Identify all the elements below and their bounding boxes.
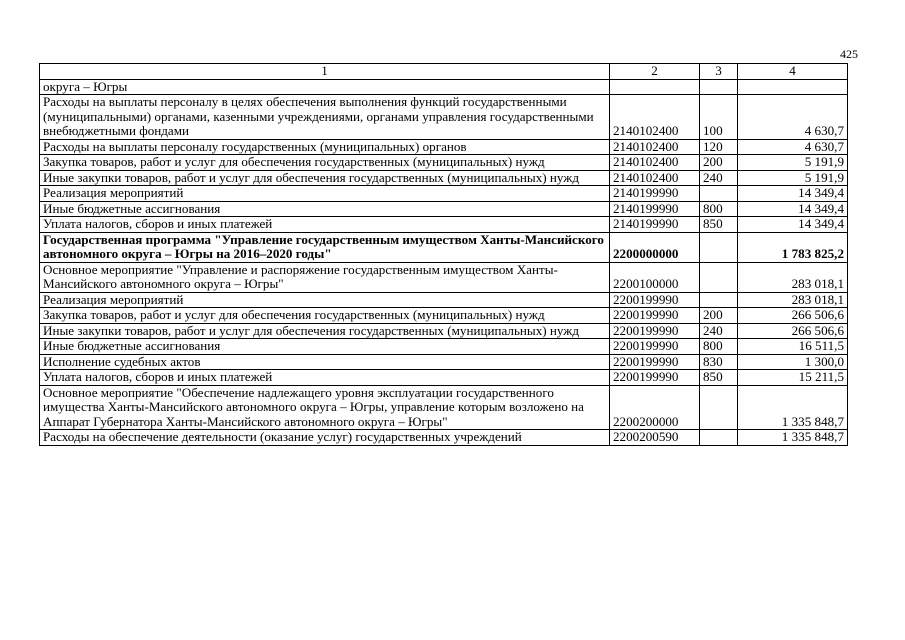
row-code-cell: 2140102400 <box>610 139 700 155</box>
row-amount-cell: 4 630,7 <box>738 139 848 155</box>
table-row <box>40 385 848 430</box>
row-name-cell: Расходы на выплаты персоналу в целях обеспечения выполнения функций государственными (муниципальными) органами, казенными учреждениями, органами управления государственными внебюджетными фондами <box>40 95 610 140</box>
row-expense-type-cell <box>700 430 738 446</box>
row-name-cell: Расходы на обеспечение деятельности (оказание услуг) государственных учреждений <box>40 430 610 446</box>
row-expense-type-cell <box>700 186 738 202</box>
row-amount-cell: 14 349,4 <box>738 201 848 217</box>
table-row <box>40 308 848 324</box>
row-amount-cell: 1 335 848,7 <box>738 430 848 446</box>
row-code-cell: 2200199990 <box>610 308 700 324</box>
table-row <box>40 370 848 386</box>
table-row <box>40 323 848 339</box>
row-amount-cell: 5 191,9 <box>738 170 848 186</box>
row-amount-cell: 266 506,6 <box>738 323 848 339</box>
row-name-cell: Основное мероприятие "Управление и распоряжение государственным имуществом Ханты-Мансийского автономного округа – Югры" <box>40 262 610 292</box>
row-name-cell: Иные закупки товаров, работ и услуг для обеспечения государственных (муниципальных) нужд <box>40 170 610 186</box>
row-code-cell: 2200199990 <box>610 339 700 355</box>
row-name-cell: Закупка товаров, работ и услуг для обеспечения государственных (муниципальных) нужд <box>40 155 610 171</box>
row-name-cell: Закупка товаров, работ и услуг для обеспечения государственных (муниципальных) нужд <box>40 308 610 324</box>
row-name-cell: Иные бюджетные ассигнования <box>40 339 610 355</box>
row-code-cell: 2140102400 <box>610 170 700 186</box>
row-name-cell: Государственная программа "Управление государственным имуществом Ханты-Мансийского автономного округа – Югры на 2016–2020 годы" <box>40 232 610 262</box>
row-name-cell: Расходы на выплаты персоналу государственных (муниципальных) органов <box>40 139 610 155</box>
header-col-2: 2 <box>610 64 700 80</box>
row-name-cell: Иные закупки товаров, работ и услуг для обеспечения государственных (муниципальных) нужд <box>40 323 610 339</box>
row-amount-cell: 266 506,6 <box>738 308 848 324</box>
table-row <box>40 139 848 155</box>
row-code-cell: 2140102400 <box>610 95 700 140</box>
row-code-cell: 2140199990 <box>610 201 700 217</box>
row-name-cell: Уплата налогов, сборов и иных платежей <box>40 370 610 386</box>
table-row <box>40 79 848 95</box>
row-expense-type-cell: 800 <box>700 201 738 217</box>
row-name-cell: Основное мероприятие "Обеспечение надлежащего уровня эксплуатации государственного имущества Ханты-Мансийского автономного округа – Югры, управление которым возложено на Аппарат Губернатора Ханты-Мансийского автономного округа – Югры" <box>40 385 610 430</box>
row-name-cell: Реализация мероприятий <box>40 292 610 308</box>
row-amount-cell <box>738 79 848 95</box>
row-amount-cell: 5 191,9 <box>738 155 848 171</box>
row-code-cell: 2200100000 <box>610 262 700 292</box>
row-expense-type-cell <box>700 385 738 430</box>
header-col-4: 4 <box>738 64 848 80</box>
row-expense-type-cell: 850 <box>700 217 738 233</box>
table-row <box>40 217 848 233</box>
page-number: 425 <box>840 47 858 61</box>
row-expense-type-cell: 830 <box>700 354 738 370</box>
table-row <box>40 95 848 140</box>
row-amount-cell: 283 018,1 <box>738 292 848 308</box>
header-col-3: 3 <box>700 64 738 80</box>
row-code-cell: 2200199990 <box>610 292 700 308</box>
row-amount-cell: 1 335 848,7 <box>738 385 848 430</box>
table-row <box>40 232 848 262</box>
row-expense-type-cell <box>700 79 738 95</box>
row-amount-cell: 4 630,7 <box>738 95 848 140</box>
table-row <box>40 339 848 355</box>
row-expense-type-cell: 200 <box>700 308 738 324</box>
row-expense-type-cell <box>700 262 738 292</box>
header-col-1: 1 <box>40 64 610 80</box>
table-body <box>40 79 848 445</box>
table-row <box>40 292 848 308</box>
row-amount-cell: 1 783 825,2 <box>738 232 848 262</box>
row-code-cell: 2200199990 <box>610 323 700 339</box>
row-amount-cell: 1 300,0 <box>738 354 848 370</box>
table-row <box>40 201 848 217</box>
table-row <box>40 354 848 370</box>
row-code-cell: 2200199990 <box>610 370 700 386</box>
row-expense-type-cell <box>700 292 738 308</box>
row-expense-type-cell: 850 <box>700 370 738 386</box>
row-code-cell: 2140102400 <box>610 155 700 171</box>
row-expense-type-cell: 100 <box>700 95 738 140</box>
table-row <box>40 155 848 171</box>
row-name-cell: Реализация мероприятий <box>40 186 610 202</box>
table-row <box>40 430 848 446</box>
row-expense-type-cell: 240 <box>700 170 738 186</box>
row-code-cell: 2140199990 <box>610 186 700 202</box>
table-header-row <box>40 64 848 80</box>
table-row <box>40 186 848 202</box>
row-amount-cell: 14 349,4 <box>738 186 848 202</box>
budget-table <box>39 63 848 446</box>
row-name-cell: Иные бюджетные ассигнования <box>40 201 610 217</box>
row-name-cell: округа – Югры <box>40 79 610 95</box>
row-expense-type-cell <box>700 232 738 262</box>
row-code-cell: 2200200590 <box>610 430 700 446</box>
row-name-cell: Исполнение судебных актов <box>40 354 610 370</box>
row-code-cell: 2200000000 <box>610 232 700 262</box>
row-code-cell: 2200200000 <box>610 385 700 430</box>
row-code-cell: 2140199990 <box>610 217 700 233</box>
row-code-cell <box>610 79 700 95</box>
table-row <box>40 170 848 186</box>
row-amount-cell: 15 211,5 <box>738 370 848 386</box>
row-amount-cell: 16 511,5 <box>738 339 848 355</box>
row-expense-type-cell: 200 <box>700 155 738 171</box>
row-expense-type-cell: 240 <box>700 323 738 339</box>
row-amount-cell: 283 018,1 <box>738 262 848 292</box>
row-amount-cell: 14 349,4 <box>738 217 848 233</box>
row-code-cell: 2200199990 <box>610 354 700 370</box>
row-expense-type-cell: 800 <box>700 339 738 355</box>
row-name-cell: Уплата налогов, сборов и иных платежей <box>40 217 610 233</box>
row-expense-type-cell: 120 <box>700 139 738 155</box>
table-row <box>40 262 848 292</box>
